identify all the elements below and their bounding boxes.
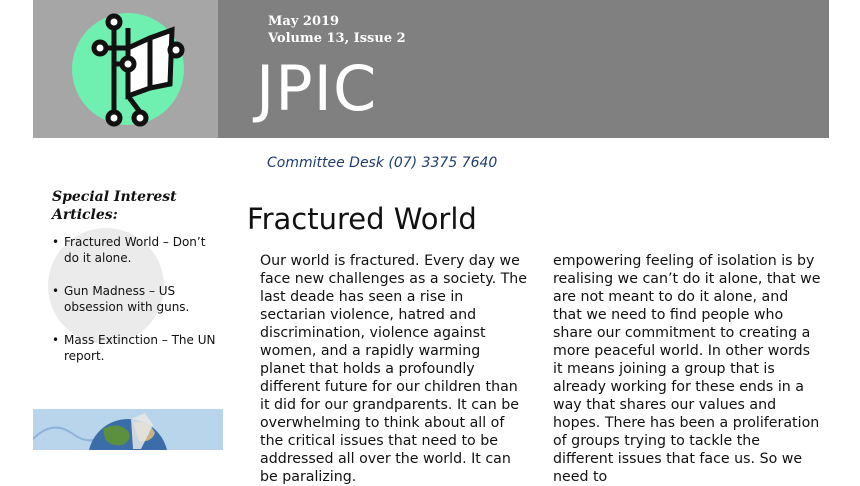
list-item: • Gun Madness – US obsession with guns.: [52, 283, 217, 315]
book-circuit-icon: [70, 8, 188, 130]
article-column-2: empowering feeling of isolation is by realising we can’t do it alone, that we are not meant to do it alone, and that we need to find people who share our commitment to creating a more peaceful world. In other words it means joining a group that is already working for these ends in a way that shares our values and hopes. There has been a proliferation of groups trying to tackle the different issues that face us. So we need to: [553, 253, 821, 485]
special-interest-list: [52, 234, 217, 381]
contact-line: Committee Desk (07) 3375 7640: [267, 155, 498, 171]
newsletter-title: JPIC: [256, 52, 378, 125]
masthead-banner: [33, 0, 829, 138]
earth-image: [33, 409, 223, 450]
globe-icon: [33, 409, 223, 450]
sidebar-heading: Special Interest Articles:: [52, 189, 177, 223]
article-column-1: Our world is fractured. Every day we face new challenges as a society. The last deade has seen a rise in sectarian violence, hatred and discrimination, violence against women, and a rapidly warming planet that holds a profoundly different future for our children than it did for our grandparents. It can be overwhelming to think about all of the critical issues that need to be addressed all over the world. It can be paralizing.: [260, 253, 527, 485]
article-title: Fractured World: [247, 202, 477, 236]
issue-volume: Volume 13, Issue 2: [268, 31, 406, 46]
list-item: • Fractured World – Don’t do it alone.: [52, 234, 217, 266]
list-item: • Mass Extinction – The UN report.: [52, 332, 217, 364]
logo-panel: [33, 0, 218, 138]
issue-date: May 2019: [268, 14, 340, 29]
title-panel: [218, 0, 829, 138]
